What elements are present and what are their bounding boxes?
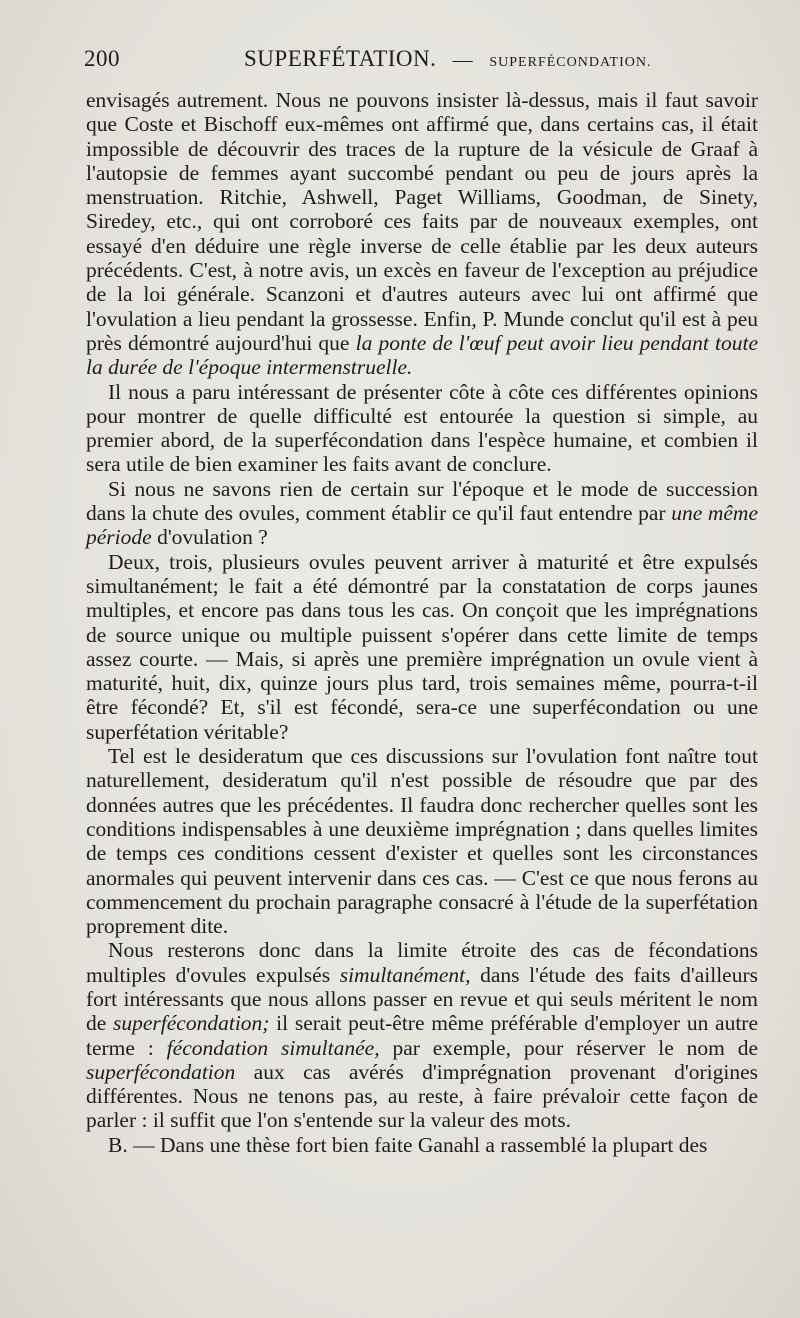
text-span: B. — Dans une thèse fort bien faite Ganahl a rassemblé la plupart des	[108, 1132, 708, 1157]
paragraph-p7	[86, 1133, 758, 1157]
page-number: 200	[84, 46, 120, 71]
paragraph-p5	[86, 744, 758, 938]
text-span: Nous resterons donc dans la limite étroite des cas de fécondations multiples d'ovules expulsés	[86, 938, 758, 987]
italic-text: superfécondation;	[113, 1011, 270, 1036]
running-head-title: SUPERFÉTATION.	[244, 46, 437, 71]
paragraph-p1	[86, 88, 758, 380]
body-text	[86, 88, 758, 1157]
paragraph-p2	[86, 380, 758, 477]
text-span: Deux, trois, plusieurs ovules peuvent arriver à maturité et être expulsés simultanément; le fait a été démontré par la constatation de corps jaunes multiples, et encore pas dans tous les cas. On conçoit que les imprégnations de source unique ou multiple puissent s'opérer dans cette limite de temps assez courte. — Mais, si après une première imprégnation un ovule vient à maturité, huit, dix, quinze jours plus tard, trois semaines même, pourra-t-il être fécondé? Et, s'il est fécondé, sera-ce une superfécondation ou une superfétation véritable?	[86, 549, 758, 744]
paragraph-p6	[86, 938, 758, 1132]
italic-text: une même période	[86, 501, 758, 550]
text-span: il serait peut-être même préférable d'employer un autre terme :	[86, 1011, 759, 1060]
text-span: Tel est le desideratum que ces discussions sur l'ovulation font naître tout naturellement, desideratum qu'il n'est possible de résoudre que par des données autres que les précédentes. Il faudra donc rechercher quelles sont les conditions indispensables à une deuxième imprégnation ; dans quelles limites de temps ces conditions cessent d'exister et quelles sont les circonstances anormales qui peuvent intervenir dans ces cas. — C'est ce que nous ferons au commencement du prochain paragraphe consacré à l'étude de la superfétation proprement dite.	[86, 744, 758, 939]
italic-text: simultanément,	[339, 962, 471, 987]
italic-text: fécondation simultanée,	[166, 1035, 380, 1060]
paragraph-p3	[86, 477, 758, 550]
running-head-subtitle: SUPERFÉCONDATION.	[489, 55, 652, 70]
italic-text: superfécondation	[86, 1059, 236, 1084]
text-span: par exemple, pour réserver le nom de	[379, 1035, 758, 1060]
text-span: dans l'étude des faits d'ailleurs fort intéressants que nous allons passer en revue et qui seuls méritent le nom de	[86, 962, 758, 1036]
running-head	[244, 46, 651, 72]
text-span: Il nous a paru intéressant de présenter côte à côte ces différentes opinions pour montrer de quelle difficulté est entourée la question si simple, au premier abord, de la superfécondation dans l'espèce humaine, et combien il sera utile de bien examiner les faits avant de conclure.	[86, 379, 758, 477]
running-header	[84, 46, 760, 80]
paragraph-p4	[86, 550, 758, 744]
text-span: Si nous ne savons rien de certain sur l'époque et le mode de succession dans la chute des ovules, comment établir ce qu'il faut entendre par	[86, 476, 758, 526]
text-span: envisagés autrement. Nous ne pouvons insister là-dessus, mais il faut savoir que Coste et Bischoff eux-mêmes ont affirmé que, dans certains cas, il était impossible de découvrir des traces de la rupture de la vésicule de Graaf à l'autopsie de femmes ayant succombé pendant ou peu de jours après la menstruation. Ritchie, Ashwell, Paget Williams, Goodman, de Sinety, Siredey, etc., qui ont corroboré ces faits par de nouveaux exemples, ont essayé d'en déduire une règle inverse de celle établie par les deux auteurs précédents. C'est, à notre avis, un excès en faveur de l'exception au préjudice de la loi générale. Scanzoni et d'autres auteurs avec lui ont affirmé que l'ovulation a lieu pendant la grossesse. Enfin, P. Munde conclut qu'il est à peu près démontré aujourd'hui que	[86, 88, 758, 355]
text-span: aux cas avérés d'imprégnation provenant d'origines différentes. Nous ne tenons pas, au reste, à faire prévaloir cette façon de parler : il suffit que l'on s'entende sur la valeur des mots.	[86, 1059, 758, 1133]
italic-text: la ponte de l'œuf peut avoir lieu pendant toute la durée de l'époque intermenstruelle.	[86, 330, 759, 380]
text-span: d'ovulation ?	[151, 525, 268, 550]
running-head-separator: —	[452, 49, 474, 71]
